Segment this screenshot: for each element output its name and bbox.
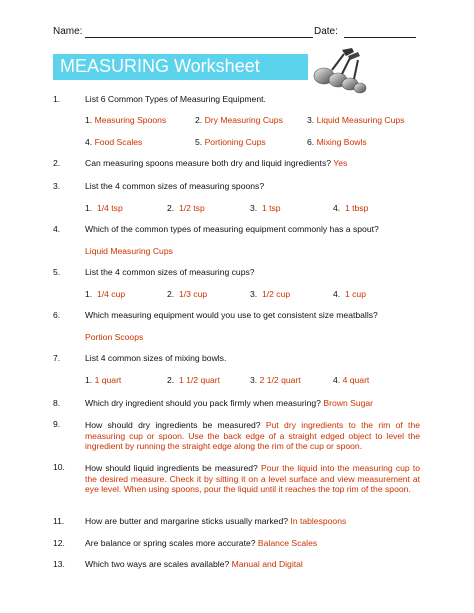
question-7-number: 7. [53, 353, 61, 363]
question-2-number: 2. [53, 158, 61, 168]
question-3-text: List the 4 common sizes of measuring spoons? [85, 181, 265, 191]
question-4-number: 4. [53, 224, 61, 234]
q1-option-1: 1. Measuring Spoons [85, 115, 167, 125]
date-label: Date: [314, 26, 338, 37]
question-10: How should liquid ingredients be measured? Pour the liquid into the measuring cup to the desired measure. Check it by sitting it on a level surface and view measurement at eye level. When using spoons, pour the liquid until it reaches the top rim of the spoon. [85, 463, 420, 495]
question-2: Can measuring spoons measure both dry and liquid ingredients? Yes [85, 158, 348, 168]
question-8-number: 8. [53, 398, 61, 408]
q1-option-4: 4. Food Scales [85, 137, 143, 147]
name-label: Name: [53, 26, 83, 37]
q5-option-1: 1. 1/4 cup [85, 289, 126, 299]
q1-option-5: 5. Portioning Cups [195, 137, 266, 147]
q1-option-6: 6. Mixing Bowls [307, 137, 367, 147]
page-title: MEASURING Worksheet [60, 56, 260, 76]
title-banner [53, 54, 308, 80]
question-3-number: 3. [53, 181, 61, 191]
q7-option-1: 1. 1 quart [85, 375, 122, 385]
question-5-text: List the 4 common sizes of measuring cups? [85, 267, 255, 277]
question-10-number: 10. [53, 462, 65, 472]
question-9-number: 9. [53, 419, 61, 429]
q5-option-3: 3. 1/2 cup [250, 289, 291, 299]
q7-option-4: 4. 4 quart [333, 375, 370, 385]
q5-option-2: 2. 1/3 cup [167, 289, 208, 299]
q1-option-3: 3. Liquid Measuring Cups [307, 115, 405, 125]
q3-option-1: 1. 1/4 tsp [85, 203, 123, 213]
question-13-number: 13. [53, 559, 65, 569]
question-6-text: Which measuring equipment would you use to get consistent size meatballs? [85, 310, 378, 320]
q5-option-4: 4. 1 cup [333, 289, 366, 299]
q3-option-3: 3. 1 tsp [250, 203, 281, 213]
question-12: Are balance or spring scales more accurate? Balance Scales [85, 538, 318, 548]
question-4-text: Which of the common types of measuring equipment commonly has a spout? [85, 224, 379, 234]
question-11-number: 11. [53, 516, 65, 526]
q3-option-4: 4. 1 tbsp [333, 203, 369, 213]
question-7-text: List 4 common sizes of mixing bowls. [85, 353, 227, 363]
question-1-number: 1. [53, 94, 61, 104]
question-6-answer: Portion Scoops [85, 332, 144, 342]
question-1-text: List 6 Common Types of Measuring Equipment. [85, 94, 266, 104]
question-8: Which dry ingredient should you pack firmly when measuring? Brown Sugar [85, 398, 374, 408]
question-9: How should dry ingredients be measured? Put dry ingredients to the rim of the measuring cup or spoon. Use the back edge of a straight edged object to level the ingredient by running the straight edge along the rim of the cup or spoon. [85, 420, 421, 452]
measuring-cups-illustration [312, 46, 370, 96]
q1-option-2: 2. Dry Measuring Cups [195, 115, 283, 125]
question-4-answer: Liquid Measuring Cups [85, 246, 173, 256]
question-13: Which two ways are scales available? Manual and Digital [85, 559, 303, 569]
question-11: How are butter and margarine sticks usually marked? In tablespoons [85, 516, 347, 526]
q3-option-2: 2. 1/2 tsp [167, 203, 205, 213]
date-field[interactable] [344, 37, 416, 38]
q7-option-3: 3. 2 1/2 quart [250, 375, 301, 385]
question-5-number: 5. [53, 267, 61, 277]
name-field[interactable] [85, 37, 313, 38]
q7-option-2: 2. 1 1/2 quart [167, 375, 221, 385]
question-6-number: 6. [53, 310, 61, 320]
question-12-number: 12. [53, 538, 65, 548]
